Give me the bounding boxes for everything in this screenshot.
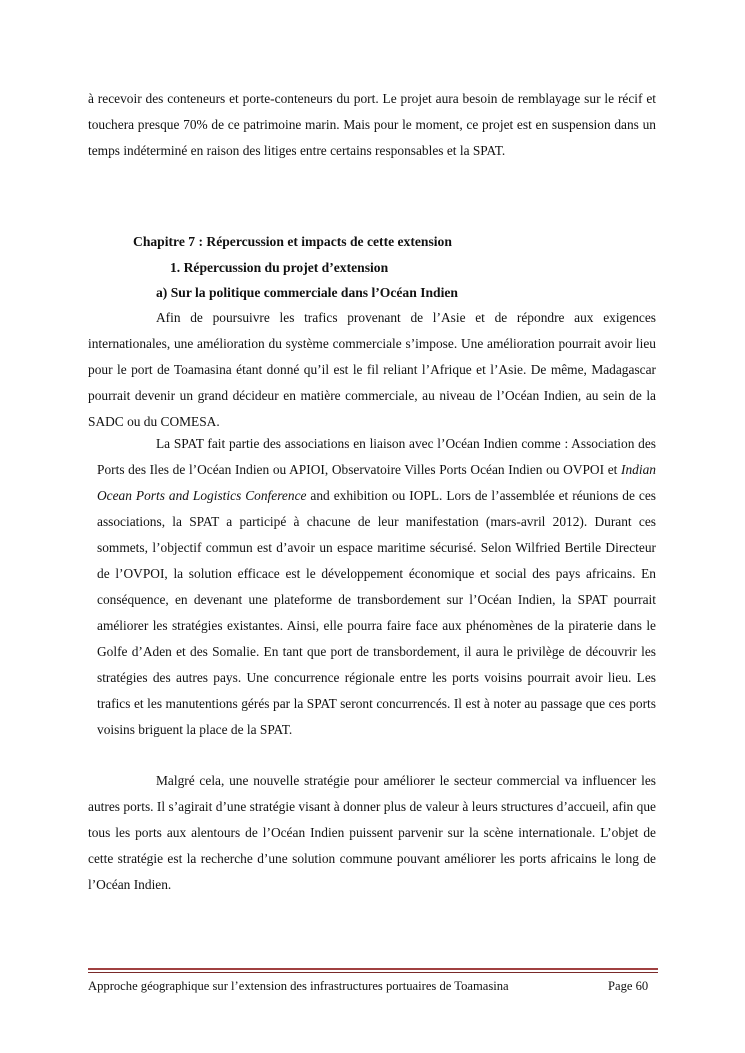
paragraph-2-italic: Indian Ocean Ports and Logistics Conference (97, 462, 656, 503)
subsection-heading: a) Sur la politique commerciale dans l’Océan Indien (156, 285, 458, 300)
paragraph-1: Afin de poursuivre les trafics provenant de l’Asie et de répondre aux exigences internationales, une amélioration du système commerciale s’impose. Une amélioration pourrait avoir lieu pour le port de Toamasina étant donné qu’il est le fil reliant l’Afrique et l’Asie. De même, Madagascar pourrait devenir un grand décideur en matière commerciale, au niveau de l’Océan Indien, au sein de la SADC ou du COMESA. (88, 310, 656, 429)
footer-rule (88, 968, 658, 970)
paragraph-2 (97, 431, 656, 743)
paragraph-2-end: and exhibition ou IOPL. Lors de l’assemblée et réunions de ces associations, la SPAT a participé à chacune de leur manifestation (mars-avril 2012). Durant ces sommets, l’objectif commun est d’avoir un espace maritime sécurisé. Selon Wilfried Bertile Directeur de l’OVPOI, la solution efficace est le développement économique et social des pays africains. En conséquence, en devenant une plateforme de transbordement sur l’Océan Indien, la SPAT pourrait améliorer les stratégies existantes. Ainsi, elle pourra faire face aux phénomènes de la piraterie dans le Golfe d’Aden et des Somalie. En tant que port de transbordement, il aura le privilège de découvrir les stratégies des autres pays. Une concurrence régionale entre les ports voisins pourrait avoir lieu. Les trafics et les manutentions gérés par la SPAT seront concurrencés. Il est à noter au passage que ces ports voisins briguent la place de la SPAT. (97, 488, 656, 737)
intro-paragraph: à recevoir des conteneurs et porte-conteneurs du port. Le projet aura besoin de remblayage sur le récif et touchera presque 70% de ce patrimoine marin. Mais pour le moment, ce projet est en suspension dans un temps indéterminé en raison des litiges entre certains responsables et la SPAT. (88, 91, 656, 158)
paragraph-2-start: La SPAT fait partie des associations en liaison avec l’Océan Indien comme : Association des Ports des Iles de l’Océan Indien ou APIOI, Observatoire Villes Ports Océan Indien ou OVPOI et (97, 436, 656, 477)
footer-title: Approche géographique sur l’extension des infrastructures portuaires de Toamasina (88, 979, 509, 993)
footer-rule-thin (88, 972, 658, 973)
paragraph-3: Malgré cela, une nouvelle stratégie pour améliorer le secteur commercial va influencer les autres ports. Il s’agirait d’une stratégie visant à donner plus de valeur à leurs structures d’accueil, afin que tous les ports aux alentours de l’Océan Indien puissent parvenir sur la scène internationale. L’objet de cette stratégie est la recherche d’une solution commune pouvant améliorer les ports africains le long de l’Océan Indien. (88, 773, 656, 892)
section-heading: 1. Répercussion du projet d’extension (170, 260, 389, 275)
page-number: Page 60 (608, 979, 649, 993)
chapter-heading: Chapitre 7 : Répercussion et impacts de cette extension (133, 234, 452, 249)
